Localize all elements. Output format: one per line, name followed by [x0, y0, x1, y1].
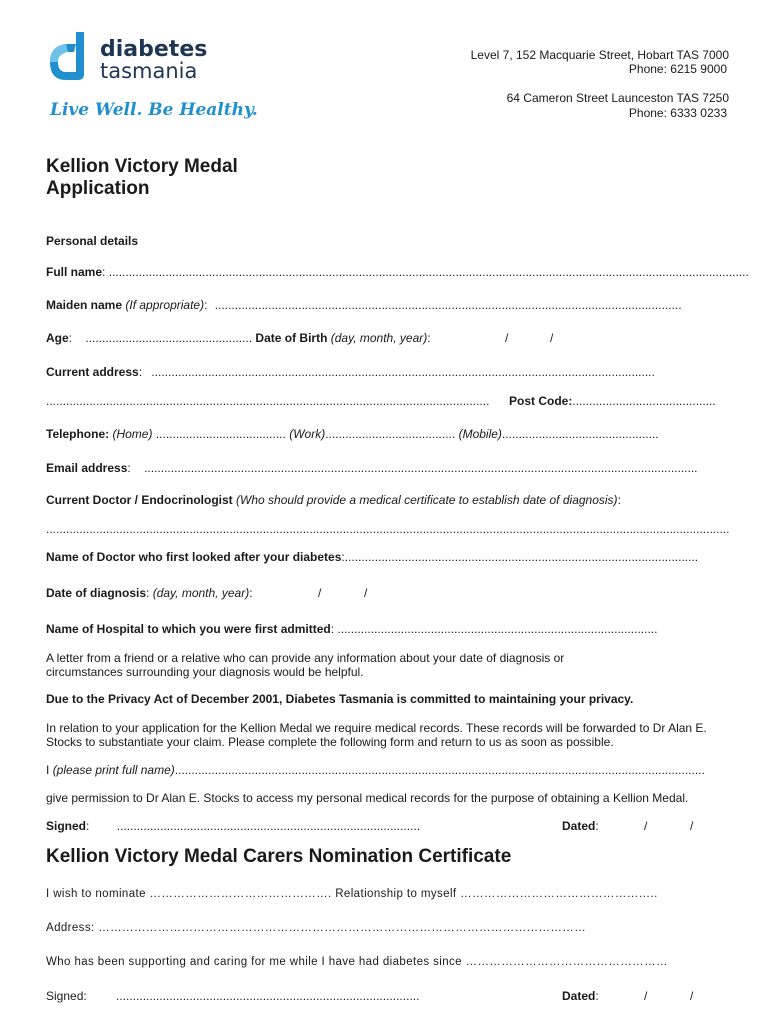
dated-field[interactable]	[562, 819, 599, 833]
email-dots[interactable]: ......................................................................................................................................................................	[144, 461, 698, 475]
current-doctor-label-row	[46, 493, 621, 507]
maiden-name-colon: :	[204, 298, 208, 312]
current-address-dots-2[interactable]: .....................................................................................................................................	[46, 394, 490, 408]
consent-name-field[interactable]	[46, 763, 705, 777]
age-dots[interactable]: ..................................................	[85, 331, 253, 345]
email-field[interactable]	[46, 461, 698, 475]
signature-field[interactable]	[46, 819, 420, 833]
current-address-dots-1[interactable]: .......................................................................................................................................................	[151, 365, 655, 379]
consent-dots[interactable]: ...............................................................................................................................................................	[174, 763, 705, 777]
telephone-label: Telephone:	[46, 427, 110, 441]
carer-signature-field[interactable]	[46, 989, 419, 1003]
current-address-line2[interactable]	[46, 394, 489, 408]
supporting-field[interactable]	[46, 956, 668, 968]
nominate-label: I wish to nominate	[46, 888, 146, 900]
dob-label: Date of Birth	[255, 331, 328, 345]
current-doctor-hint: (Who should provide a medical certificate to establish date of diagnosis)	[236, 493, 618, 507]
telephone-work-dots[interactable]: .......................................	[325, 427, 456, 441]
diagnosis-slash-1: /	[318, 586, 322, 600]
telephone-home-label: (Home)	[112, 427, 153, 441]
dob-hint: (day, month, year)	[330, 331, 428, 345]
postcode-dots[interactable]: ...........................................	[572, 394, 716, 408]
carer-address-label: Address:	[46, 922, 95, 934]
hospital-label: Name of Hospital to which you were first admitted	[46, 622, 331, 636]
diagnosis-date-colon: :	[146, 586, 150, 600]
maiden-name-field[interactable]	[46, 298, 682, 312]
first-doctor-field[interactable]	[46, 550, 698, 564]
age-colon: :	[68, 331, 73, 345]
full-name-label: Full name	[46, 265, 103, 279]
hospital-field[interactable]	[46, 622, 657, 636]
section-personal-details: Personal details	[46, 234, 139, 248]
carer-signed-label: Signed:	[46, 989, 87, 1003]
records-note: In relation to your application for the Kellion Medal we require medical records. These records will be forwarded to Dr Alan E. Stocks to substantiate your claim. Please complete the following form and return to us as soon as possible.	[46, 721, 707, 749]
carer-dated-field[interactable]	[562, 989, 599, 1003]
relationship-dots[interactable]: …………………………………………..	[460, 888, 658, 900]
carer-dated-label: Dated	[562, 989, 596, 1003]
carer-dated-colon: :	[595, 989, 599, 1003]
full-name-dots[interactable]: ................................................................................................................................................................................................	[108, 265, 749, 279]
current-doctor-colon: :	[617, 493, 621, 507]
first-doctor-colon: :	[341, 550, 345, 564]
current-address-label: Current address	[46, 365, 139, 379]
signed-label: Signed	[46, 819, 87, 833]
logo-tagline: Live Well. Be Healthy.	[50, 100, 258, 120]
diagnosis-date-label: Date of diagnosis	[46, 586, 147, 600]
page-title	[46, 156, 238, 200]
page-title-line2: Application	[46, 178, 150, 199]
full-name-colon: :	[102, 265, 106, 279]
current-address-field[interactable]	[46, 365, 655, 379]
first-doctor-label: Name of Doctor who first looked after your diabetes	[46, 550, 342, 564]
diagnosis-slash-2: /	[364, 586, 368, 600]
dob-colon: :	[427, 331, 431, 345]
current-doctor-label: Current Doctor / Endocrinologist	[46, 493, 233, 507]
header-phone-launceston: Phone: 6333 0233	[628, 106, 727, 120]
maiden-name-hint: (If appropriate)	[125, 298, 205, 312]
current-doctor-dots[interactable]: .............................................................................................................................................................................................................	[46, 522, 730, 536]
telephone-work-label: (Work)	[289, 427, 326, 441]
postcode-label: Post Code:	[509, 394, 573, 408]
dated-colon: :	[595, 819, 599, 833]
logo-name-line2: tasmania	[100, 59, 198, 83]
signed-colon: :	[86, 819, 90, 833]
dated-slash-2: /	[690, 819, 694, 833]
nominate-dots[interactable]: ……………………………………….	[149, 888, 332, 900]
carers-title: Kellion Victory Medal Carers Nomination Certificate	[46, 846, 512, 867]
header-address-launceston: 64 Cameron Street Launceston TAS 7250	[506, 91, 729, 105]
dated-label: Dated	[562, 819, 596, 833]
carer-dated-slash-1: /	[644, 989, 648, 1003]
age-field[interactable]	[46, 331, 431, 345]
carer-address-dots[interactable]: ……………………………………………………………………………………………………………	[98, 922, 587, 934]
full-name-field[interactable]	[46, 265, 749, 279]
age-label: Age	[46, 331, 69, 345]
carer-address-field[interactable]	[46, 922, 586, 934]
logo	[46, 30, 216, 90]
current-address-colon: :	[138, 365, 143, 379]
permission-text: give permission to Dr Alan E. Stocks to access my personal medical records for the purpose of obtaining a Kellion Medal.	[46, 791, 689, 805]
maiden-name-label: Maiden name	[46, 298, 123, 312]
hospital-dots[interactable]: ................................................................................................	[337, 622, 658, 636]
dob-slash-2: /	[550, 331, 554, 345]
supporting-dots[interactable]: ……………………………………………	[465, 956, 668, 968]
telephone-field[interactable]	[46, 427, 659, 441]
nominate-field[interactable]	[46, 888, 658, 900]
page-title-line1: Kellion Victory Medal	[46, 156, 238, 177]
current-doctor-field[interactable]	[46, 522, 729, 536]
consent-prefix: I	[46, 763, 50, 777]
header-phone-hobart: Phone: 6215 9000	[628, 62, 727, 76]
telephone-mobile-dots[interactable]: ...............................................	[501, 427, 659, 441]
diabetes-tasmania-logo-icon	[46, 30, 94, 82]
logo-name-line1: diabetes	[100, 37, 208, 62]
diagnosis-date-hint: (day, month, year)	[152, 586, 250, 600]
postcode-field[interactable]	[509, 394, 716, 408]
telephone-mobile-label: (Mobile)	[458, 427, 502, 441]
supporting-label: Who has been supporting and caring for me while I have had diabetes since	[46, 956, 462, 968]
carer-dated-slash-2: /	[690, 989, 694, 1003]
relationship-label: Relationship to myself	[335, 888, 457, 900]
telephone-home-dots[interactable]: .......................................	[155, 427, 286, 441]
consent-hint: (please print full name)	[52, 763, 175, 777]
diagnosis-date-field[interactable]	[46, 586, 253, 600]
letter-note: A letter from a friend or a relative who can provide any information about your date of diagnosis or circumstances surrounding your diagnosis would be helpful.	[46, 651, 565, 679]
email-label: Email address	[46, 461, 128, 475]
header-address-hobart: Level 7, 152 Macquarie Street, Hobart TAS 7000	[470, 48, 729, 62]
diagnosis-date-colon2: :	[249, 586, 253, 600]
first-doctor-dots[interactable]: ..........................................................................................................	[344, 550, 699, 564]
dob-slash-1: /	[505, 331, 509, 345]
maiden-name-dots[interactable]: ............................................................................................................................................	[214, 298, 682, 312]
privacy-note: Due to the Privacy Act of December 2001, Diabetes Tasmania is committed to maintaining your privacy.	[46, 692, 634, 706]
carer-signed-dots[interactable]: ...........................................................................................	[116, 989, 420, 1003]
email-colon: :	[127, 461, 131, 475]
dated-slash-1: /	[644, 819, 648, 833]
hospital-colon: :	[330, 622, 335, 636]
signed-dots[interactable]: ...........................................................................................	[116, 819, 421, 833]
